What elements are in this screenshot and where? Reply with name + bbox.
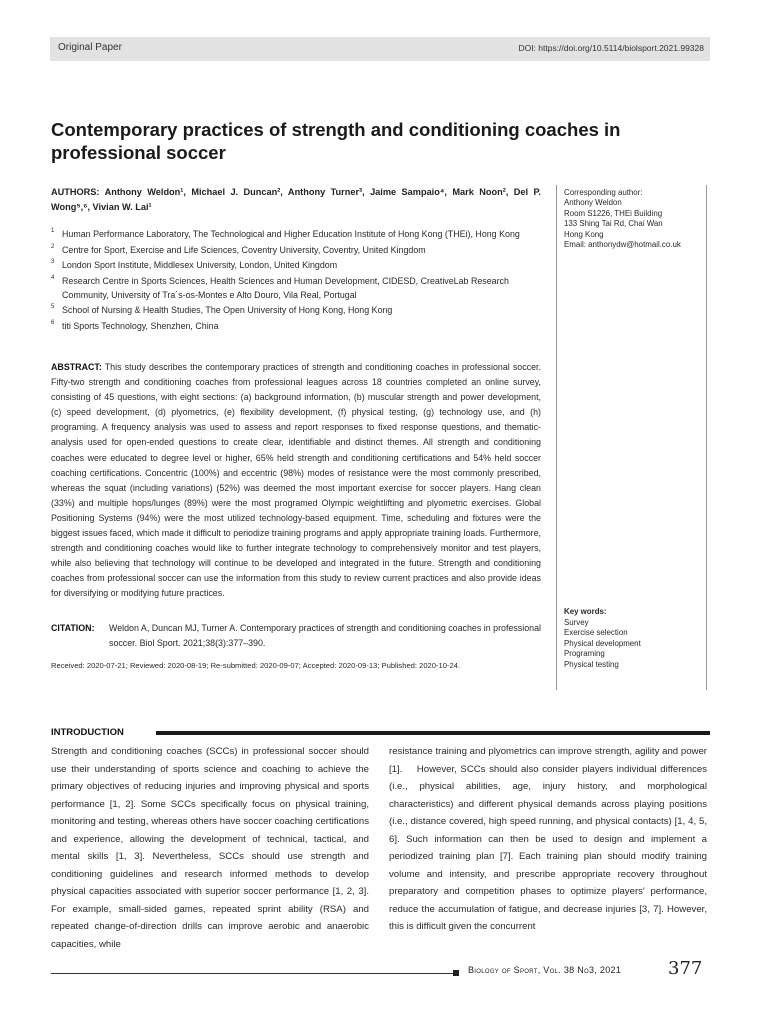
corresponding-line: Hong Kong bbox=[564, 229, 604, 239]
affiliation-item: 1 Human Performance Laboratory, The Technological and Higher Education Institute of Hong Kong (THEi), Hong Kong bbox=[51, 228, 520, 239]
keyword-item: Survey bbox=[564, 617, 589, 627]
affiliations-list bbox=[51, 227, 541, 334]
sidebar-divider bbox=[556, 185, 557, 690]
keyword-item: Programing bbox=[564, 649, 605, 659]
affiliation-item: 5 School of Nursing & Health Studies, The Open University of Hong Kong, Hong Kong bbox=[51, 304, 393, 315]
citation-text: Weldon A, Duncan MJ, Turner A. Contemporary practices of strength and conditioning coaches in professional soccer. Biol Sport. 2021;38(3):377–390. bbox=[109, 623, 541, 648]
header-bar bbox=[50, 37, 710, 61]
keywords-label: Key words: bbox=[564, 607, 607, 616]
authors-block bbox=[51, 185, 541, 215]
publication-dates: Received: 2020-07-21; Reviewed: 2020-08-19; Re-submitted: 2020-09-07; Accepted: 2020-09-13; Published: 2020-10-24. bbox=[51, 661, 461, 670]
affiliation-item: 3 London Sport Institute, Middlesex University, London, United Kingdom bbox=[51, 259, 338, 270]
introduction-heading: INTRODUCTION bbox=[51, 727, 124, 738]
abstract-text: This study describes the contemporary practices of strength and conditioning coaches in professional soccer. Fifty-two strength and conditioning coaches from professional leagues across 18 countries completed an online survey, consisting of 45 questions, with eight sections: (a) background information, (b) muscular strength and power development, (c) speed development, (d) plyometrics, (e) flexibility development, (f) physical testing, (g) technology use, and (h) programing. A frequency analysis was used to assess and report responses to fixed response questions, and thematic-analysis used for open-ended questions to create clear, identifiable and distinct themes. All strength and conditioning coaches were educated to degree level or higher, 65% held strength and conditioning certifications and 54% held soccer coaching certifications. Concentric (100%) and eccentric (98%) modes of resistance were the most commonly prescribed, whereas the squat (including variations) (52%) was deemed the most important exercise for soccer players. Hang clean (33%) and multiple hops/lunges (89%) were the most programed Olympic weightlifting and plyometric exercises. Global Positioning Systems (94%) were the most utilized technology-based equipment. Time, scheduling and fixtures were the biggest issues faced, which made it difficult to periodize training programs and apply appropriate training loads. Furthermore, strength and conditioning coaches would like to further integrate technology to comprehensively monitor and test players, while also believing that technology will continue to be developed and integrated in the future. Strength and conditioning coaches from professional soccer can use the information from this study to review current practices and also provide ideas for diversifying or modifying future practices. bbox=[51, 362, 541, 599]
corresponding-line: Anthony Weldon bbox=[564, 198, 622, 208]
article-type-label: Original Paper bbox=[58, 42, 122, 53]
citation bbox=[51, 621, 541, 651]
body-column-left: Strength and conditioning coaches (SCCs) in professional soccer should use their understanding of sports science and coaching to achieve the primary objectives of reducing injuries and improving physical and sports performance [1, 2]. Some SCCs specifically focus on physical training, monitoring and testing, whereas others have soccer coaching certifications and experience, allowing the development of technical, tactical, and mental skills [1, 3]. Nevertheless, SCCs should use strength and conditioning guidelines and research informed methods to develop physical capacities associated with superior soccer performance [1, 2, 3]. For example, small-sided games, repeated sprint ability (RSA) and repeated change-of-direction drills can improve aerobic and anaerobic capacities, while bbox=[51, 746, 369, 950]
corresponding-line: Room S1226, THEi Building bbox=[564, 208, 663, 218]
corresponding-line: 133 Shing Tai Rd, Chai Wan bbox=[564, 219, 663, 229]
corresponding-label: Corresponding author: bbox=[564, 188, 643, 197]
authors-label: AUTHORS: bbox=[51, 187, 100, 197]
keywords bbox=[564, 607, 706, 671]
affiliation-item: 4 Research Centre in Sports Sciences, Health Sciences and Human Development, CIDESD, CreativeLab Research Community, University of Tra´s-os-Montes e Alto Douro, Vila Real, Portugal bbox=[51, 274, 509, 300]
authors-list: Anthony Weldon¹, Michael J. Duncan², Anthony Turner³, Jaime Sampaio⁴, Mark Noon², Del P. Wong⁵,⁶, Vivian W. Lai¹ bbox=[51, 187, 541, 212]
corresponding-author bbox=[564, 188, 706, 250]
section-rule bbox=[156, 731, 710, 735]
affiliation-item: 6 titi Sports Technology, Shenzhen, China bbox=[51, 319, 219, 331]
page-number: 377 bbox=[668, 958, 703, 979]
keyword-item: Physical testing bbox=[564, 659, 619, 669]
journal-footer: Biology of Sport, Vol. 38 No3, 2021 bbox=[468, 965, 622, 975]
footer-square-icon bbox=[453, 970, 459, 976]
affiliation-item: 2 Centre for Sport, Exercise and Life Sciences, Coventry University, Coventry, United Kingdom bbox=[51, 243, 426, 255]
citation-label: CITATION: bbox=[51, 623, 95, 633]
abstract-label: ABSTRACT: bbox=[51, 362, 102, 372]
sidebar-divider-right bbox=[706, 185, 707, 690]
keyword-item: Physical development bbox=[564, 638, 641, 648]
abstract bbox=[51, 360, 541, 602]
paper-title: Contemporary practices of strength and conditioning coaches in professional soccer bbox=[51, 119, 621, 163]
footer-rule bbox=[51, 973, 453, 974]
body-column-right: resistance training and plyometrics can improve strength, agility and power [1]. However, SCCs should also consider players individual differences (i.e., physical abilities, age, injury history, and morphological characteristics) and different physical demands across playing positions (i.e., distance covered, high speed running, and physical contacts) [1, 4, 5, 6]. Such information can then be used to design and implement a periodized training plan [7]. Each training plan should modify training volume and intensity, and prescribe appropriate recovery throughout preparatory and competition phases to optimize players' performance, reduce the accumulation of fatigue, and decrease injuries [3, 7]. However, this is difficult given the concurrent bbox=[389, 746, 707, 932]
doi-link[interactable]: DOI: https://doi.org/10.5114/biolsport.2021.99328 bbox=[518, 43, 704, 53]
corresponding-email[interactable]: Email: anthonydw@hotmail.co.uk bbox=[564, 240, 681, 250]
keyword-item: Exercise selection bbox=[564, 628, 628, 638]
